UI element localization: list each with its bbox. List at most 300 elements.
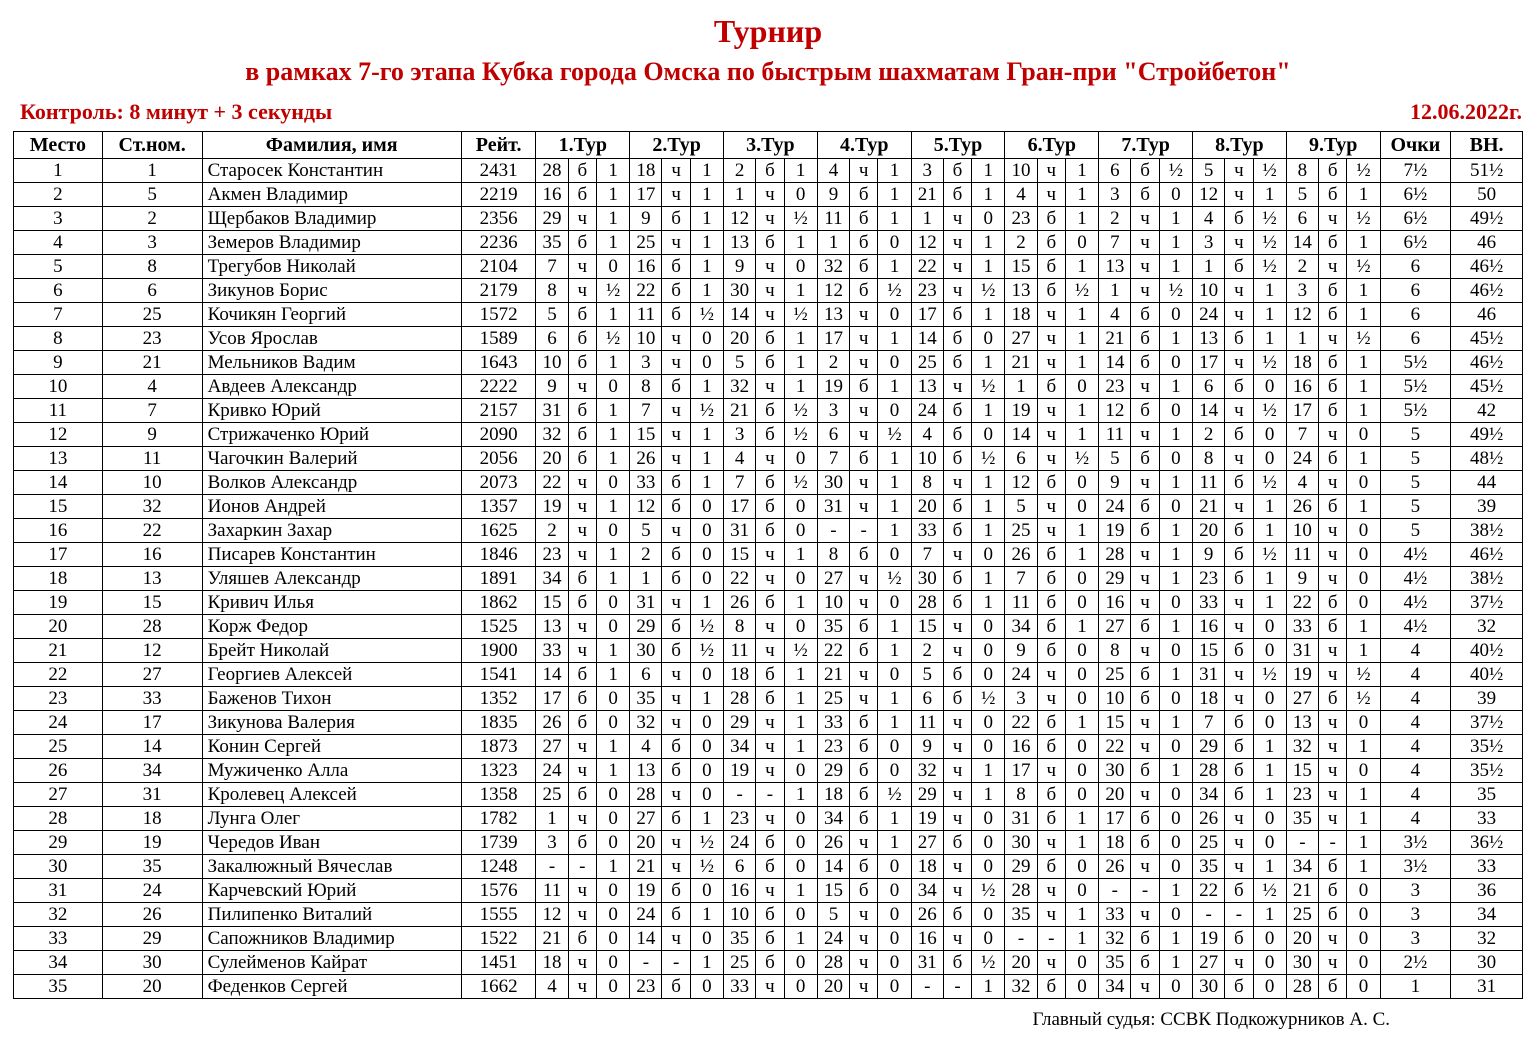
- color-cell: ч: [943, 759, 971, 783]
- color-cell: ч: [662, 927, 690, 951]
- rating-cell: 1248: [461, 855, 536, 879]
- place-cell: 2: [14, 183, 103, 207]
- opponent-cell: 19: [630, 879, 662, 903]
- points-cell: 1: [1380, 975, 1451, 999]
- player-name-cell: Феденков Сергей: [202, 975, 461, 999]
- opponent-cell: 31: [817, 495, 849, 519]
- opponent-cell: 19: [536, 495, 568, 519]
- opponent-cell: 28: [536, 159, 568, 183]
- opponent-cell: 11: [1099, 423, 1131, 447]
- result-cell: 1: [596, 351, 629, 375]
- opponent-cell: 7: [630, 399, 662, 423]
- tiebreak-cell: 32: [1451, 615, 1523, 639]
- result-cell: 0: [784, 807, 817, 831]
- color-cell: ч: [943, 471, 971, 495]
- opponent-cell: 26: [724, 591, 756, 615]
- color-cell: ч: [1319, 519, 1347, 543]
- opponent-cell: 2: [817, 351, 849, 375]
- start-number-cell: 31: [102, 783, 202, 807]
- result-cell: 0: [1253, 951, 1286, 975]
- points-cell: 4: [1380, 735, 1451, 759]
- points-cell: 6: [1380, 255, 1451, 279]
- points-cell: 7½: [1380, 159, 1451, 183]
- result-cell: 1: [784, 687, 817, 711]
- opponent-cell: -: [1286, 831, 1318, 855]
- result-cell: 1: [972, 159, 1005, 183]
- opponent-cell: 13: [1193, 327, 1225, 351]
- col-header-rating: Рейт.: [461, 132, 536, 159]
- opponent-cell: 26: [630, 447, 662, 471]
- result-cell: 0: [878, 351, 911, 375]
- opponent-cell: 30: [724, 279, 756, 303]
- table-body: [14, 159, 1523, 999]
- start-number-cell: 9: [102, 423, 202, 447]
- opponent-cell: 15: [911, 615, 943, 639]
- result-cell: 0: [1159, 183, 1192, 207]
- place-cell: 15: [14, 495, 103, 519]
- result-cell: 1: [1159, 567, 1192, 591]
- rating-cell: 2104: [461, 255, 536, 279]
- color-cell: б: [568, 327, 596, 351]
- result-cell: 1: [1253, 567, 1286, 591]
- result-cell: 1: [1065, 327, 1098, 351]
- color-cell: б: [662, 255, 690, 279]
- result-cell: 1: [784, 231, 817, 255]
- opponent-cell: 25: [1005, 519, 1037, 543]
- color-cell: ч: [568, 375, 596, 399]
- color-cell: б: [662, 303, 690, 327]
- opponent-cell: 9: [1193, 543, 1225, 567]
- result-cell: 1: [1065, 831, 1098, 855]
- opponent-cell: 24: [724, 831, 756, 855]
- color-cell: ч: [1037, 399, 1065, 423]
- result-cell: 1: [690, 903, 723, 927]
- opponent-cell: 2: [1286, 255, 1318, 279]
- color-cell: б: [1319, 615, 1347, 639]
- result-cell: 1: [1159, 927, 1192, 951]
- start-number-cell: 34: [102, 759, 202, 783]
- result-cell: 0: [1159, 831, 1192, 855]
- result-cell: ½: [1253, 471, 1286, 495]
- color-cell: б: [756, 399, 784, 423]
- opponent-cell: 19: [1286, 663, 1318, 687]
- opponent-cell: 30: [1099, 759, 1131, 783]
- points-cell: 4½: [1380, 567, 1451, 591]
- result-cell: 0: [878, 231, 911, 255]
- opponent-cell: 15: [630, 423, 662, 447]
- start-number-cell: 3: [102, 231, 202, 255]
- color-cell: ч: [662, 519, 690, 543]
- points-cell: 6½: [1380, 183, 1451, 207]
- points-cell: 5½: [1380, 375, 1451, 399]
- opponent-cell: 20: [1286, 927, 1318, 951]
- color-cell: б: [1225, 567, 1253, 591]
- opponent-cell: 14: [630, 927, 662, 951]
- opponent-cell: 22: [1005, 711, 1037, 735]
- opponent-cell: 13: [817, 303, 849, 327]
- result-cell: 0: [878, 543, 911, 567]
- player-name-cell: Щербаков Владимир: [202, 207, 461, 231]
- points-cell: 4: [1380, 711, 1451, 735]
- opponent-cell: 3: [536, 831, 568, 855]
- color-cell: -: [943, 975, 971, 999]
- place-cell: 26: [14, 759, 103, 783]
- rating-cell: 1873: [461, 735, 536, 759]
- tiebreak-cell: 42: [1451, 399, 1523, 423]
- opponent-cell: 5: [630, 519, 662, 543]
- result-cell: 1: [1065, 303, 1098, 327]
- start-number-cell: 23: [102, 327, 202, 351]
- result-cell: 1: [1159, 423, 1192, 447]
- result-cell: 1: [1253, 855, 1286, 879]
- table-row: [14, 543, 1523, 567]
- place-cell: 10: [14, 375, 103, 399]
- color-cell: б: [1037, 855, 1065, 879]
- color-cell: ч: [850, 327, 878, 351]
- opponent-cell: 6: [630, 663, 662, 687]
- result-cell: 1: [1065, 423, 1098, 447]
- opponent-cell: 11: [630, 303, 662, 327]
- result-cell: 1: [1253, 903, 1286, 927]
- color-cell: б: [1319, 855, 1347, 879]
- tiebreak-cell: 46: [1451, 303, 1523, 327]
- result-cell: 1: [972, 591, 1005, 615]
- points-cell: 2½: [1380, 951, 1451, 975]
- opponent-cell: 32: [536, 423, 568, 447]
- col-header-round-8: 8.Тур: [1193, 132, 1287, 159]
- result-cell: 1: [878, 255, 911, 279]
- color-cell: б: [943, 327, 971, 351]
- color-cell: ч: [756, 879, 784, 903]
- chief-arbiter: Главный судья: ССВК Подкожурников А. С.: [1032, 1009, 1390, 1030]
- opponent-cell: 13: [911, 375, 943, 399]
- result-cell: 1: [1159, 375, 1192, 399]
- points-cell: 4: [1380, 759, 1451, 783]
- opponent-cell: 17: [1286, 399, 1318, 423]
- player-name-cell: Кочикян Георгий: [202, 303, 461, 327]
- opponent-cell: 2: [1005, 231, 1037, 255]
- opponent-cell: 17: [1099, 807, 1131, 831]
- start-number-cell: 24: [102, 879, 202, 903]
- opponent-cell: 21: [1099, 327, 1131, 351]
- player-name-cell: Ионов Андрей: [202, 495, 461, 519]
- points-cell: 5: [1380, 447, 1451, 471]
- opponent-cell: 8: [630, 375, 662, 399]
- table-row: [14, 447, 1523, 471]
- color-cell: ч: [1225, 231, 1253, 255]
- color-cell: ч: [850, 303, 878, 327]
- tiebreak-cell: 46½: [1451, 279, 1523, 303]
- opponent-cell: 3: [724, 423, 756, 447]
- color-cell: ч: [850, 423, 878, 447]
- color-cell: ч: [568, 207, 596, 231]
- opponent-cell: 33: [1193, 591, 1225, 615]
- result-cell: 0: [972, 807, 1005, 831]
- result-cell: 1: [1253, 591, 1286, 615]
- result-cell: 1: [1159, 327, 1192, 351]
- result-cell: 0: [596, 951, 629, 975]
- opponent-cell: 30: [630, 639, 662, 663]
- color-cell: ч: [1037, 183, 1065, 207]
- result-cell: 0: [784, 951, 817, 975]
- color-cell: ч: [662, 687, 690, 711]
- start-number-cell: 19: [102, 831, 202, 855]
- opponent-cell: 21: [1286, 879, 1318, 903]
- opponent-cell: 27: [1099, 615, 1131, 639]
- result-cell: 0: [784, 495, 817, 519]
- result-cell: ½: [972, 879, 1005, 903]
- table-row: [14, 639, 1523, 663]
- result-cell: 1: [1065, 399, 1098, 423]
- result-cell: 0: [596, 591, 629, 615]
- result-cell: 1: [972, 183, 1005, 207]
- player-name-cell: Акмен Владимир: [202, 183, 461, 207]
- tiebreak-cell: 39: [1451, 687, 1523, 711]
- color-cell: ч: [1131, 279, 1159, 303]
- color-cell: ч: [1037, 663, 1065, 687]
- opponent-cell: 22: [536, 471, 568, 495]
- opponent-cell: 11: [536, 879, 568, 903]
- color-cell: ч: [1131, 735, 1159, 759]
- color-cell: ч: [662, 783, 690, 807]
- tiebreak-cell: 46½: [1451, 255, 1523, 279]
- result-cell: 1: [972, 471, 1005, 495]
- player-name-cell: Кривич Илья: [202, 591, 461, 615]
- opponent-cell: 32: [911, 759, 943, 783]
- opponent-cell: 30: [911, 567, 943, 591]
- result-cell: 0: [596, 975, 629, 999]
- result-cell: 1: [878, 327, 911, 351]
- table-row: [14, 423, 1523, 447]
- opponent-cell: 35: [1286, 807, 1318, 831]
- color-cell: б: [943, 663, 971, 687]
- color-cell: ч: [1037, 327, 1065, 351]
- tiebreak-cell: 31: [1451, 975, 1523, 999]
- result-cell: 0: [784, 255, 817, 279]
- opponent-cell: 18: [1005, 303, 1037, 327]
- color-cell: ч: [1319, 327, 1347, 351]
- result-cell: 0: [1065, 591, 1098, 615]
- result-cell: 1: [1065, 903, 1098, 927]
- result-cell: 0: [596, 927, 629, 951]
- opponent-cell: 4: [817, 159, 849, 183]
- color-cell: ч: [1319, 207, 1347, 231]
- result-cell: 0: [1347, 423, 1380, 447]
- result-cell: 0: [972, 423, 1005, 447]
- result-cell: 1: [972, 255, 1005, 279]
- opponent-cell: -: [1005, 927, 1037, 951]
- place-cell: 18: [14, 567, 103, 591]
- result-cell: 0: [1253, 639, 1286, 663]
- opponent-cell: 14: [1193, 399, 1225, 423]
- player-name-cell: Земеров Владимир: [202, 231, 461, 255]
- opponent-cell: 8: [1193, 447, 1225, 471]
- result-cell: 1: [596, 543, 629, 567]
- result-cell: 1: [1159, 519, 1192, 543]
- color-cell: б: [568, 303, 596, 327]
- color-cell: б: [756, 159, 784, 183]
- start-number-cell: 8: [102, 255, 202, 279]
- color-cell: б: [850, 855, 878, 879]
- opponent-cell: 14: [817, 855, 849, 879]
- color-cell: ч: [850, 687, 878, 711]
- color-cell: ч: [568, 807, 596, 831]
- place-cell: 32: [14, 903, 103, 927]
- color-cell: б: [662, 567, 690, 591]
- opponent-cell: 27: [817, 567, 849, 591]
- result-cell: 1: [1253, 783, 1286, 807]
- rating-cell: 1662: [461, 975, 536, 999]
- col-header-round-5: 5.Тур: [911, 132, 1005, 159]
- result-cell: 0: [972, 207, 1005, 231]
- opponent-cell: 34: [1005, 615, 1037, 639]
- color-cell: ч: [1131, 567, 1159, 591]
- opponent-cell: 11: [1005, 591, 1037, 615]
- result-cell: 1: [1347, 831, 1380, 855]
- table-row: [14, 687, 1523, 711]
- color-cell: ч: [662, 183, 690, 207]
- color-cell: б: [662, 279, 690, 303]
- opponent-cell: 14: [724, 303, 756, 327]
- opponent-cell: 10: [1099, 687, 1131, 711]
- color-cell: б: [568, 567, 596, 591]
- color-cell: ч: [1131, 711, 1159, 735]
- table-row: [14, 783, 1523, 807]
- color-cell: ч: [756, 543, 784, 567]
- result-cell: 1: [596, 183, 629, 207]
- opponent-cell: 7: [1099, 231, 1131, 255]
- opponent-cell: 31: [1193, 663, 1225, 687]
- opponent-cell: 10: [1193, 279, 1225, 303]
- points-cell: 3½: [1380, 855, 1451, 879]
- tiebreak-cell: 35½: [1451, 759, 1523, 783]
- opponent-cell: 28: [1193, 759, 1225, 783]
- place-cell: 16: [14, 519, 103, 543]
- place-cell: 7: [14, 303, 103, 327]
- opponent-cell: 9: [1286, 567, 1318, 591]
- color-cell: -: [1131, 879, 1159, 903]
- tiebreak-cell: 33: [1451, 855, 1523, 879]
- result-cell: 0: [690, 519, 723, 543]
- start-number-cell: 11: [102, 447, 202, 471]
- opponent-cell: 9: [817, 183, 849, 207]
- result-cell: 1: [1253, 735, 1286, 759]
- player-name-cell: Писарев Константин: [202, 543, 461, 567]
- color-cell: ч: [662, 327, 690, 351]
- start-number-cell: 27: [102, 663, 202, 687]
- color-cell: б: [850, 207, 878, 231]
- opponent-cell: 29: [630, 615, 662, 639]
- table-row: [14, 855, 1523, 879]
- opponent-cell: 33: [1099, 903, 1131, 927]
- color-cell: б: [1319, 399, 1347, 423]
- color-cell: б: [943, 159, 971, 183]
- place-cell: 25: [14, 735, 103, 759]
- opponent-cell: 21: [630, 855, 662, 879]
- result-cell: 1: [596, 423, 629, 447]
- color-cell: ч: [850, 159, 878, 183]
- color-cell: ч: [850, 831, 878, 855]
- color-cell: ч: [756, 447, 784, 471]
- col-header-round-9: 9.Тур: [1286, 132, 1380, 159]
- result-cell: 0: [690, 735, 723, 759]
- rating-cell: 1862: [461, 591, 536, 615]
- color-cell: б: [1037, 279, 1065, 303]
- opponent-cell: 6: [724, 855, 756, 879]
- opponent-cell: 3: [1286, 279, 1318, 303]
- result-cell: 0: [878, 903, 911, 927]
- result-cell: 0: [1065, 639, 1098, 663]
- color-cell: ч: [943, 711, 971, 735]
- color-cell: б: [943, 495, 971, 519]
- opponent-cell: 13: [630, 759, 662, 783]
- color-cell: ч: [662, 231, 690, 255]
- start-number-cell: 35: [102, 855, 202, 879]
- opponent-cell: 22: [1099, 735, 1131, 759]
- player-name-cell: Сулейменов Кайрат: [202, 951, 461, 975]
- color-cell: ч: [1225, 951, 1253, 975]
- table-row: [14, 831, 1523, 855]
- opponent-cell: 17: [1005, 759, 1037, 783]
- opponent-cell: 19: [1193, 927, 1225, 951]
- opponent-cell: 24: [1286, 447, 1318, 471]
- opponent-cell: 34: [724, 735, 756, 759]
- result-cell: ½: [784, 399, 817, 423]
- opponent-cell: 25: [1099, 663, 1131, 687]
- start-number-cell: 17: [102, 711, 202, 735]
- opponent-cell: 4: [1005, 183, 1037, 207]
- result-cell: 0: [1159, 303, 1192, 327]
- tiebreak-cell: 32: [1451, 927, 1523, 951]
- result-cell: 0: [596, 471, 629, 495]
- result-cell: 0: [784, 855, 817, 879]
- result-cell: 1: [1347, 279, 1380, 303]
- result-cell: ½: [1347, 207, 1380, 231]
- result-cell: 1: [1347, 183, 1380, 207]
- color-cell: б: [943, 831, 971, 855]
- opponent-cell: 17: [911, 303, 943, 327]
- player-name-cell: Корж Федор: [202, 615, 461, 639]
- color-cell: ч: [1131, 255, 1159, 279]
- opponent-cell: 31: [536, 399, 568, 423]
- points-cell: 5: [1380, 519, 1451, 543]
- color-cell: б: [662, 879, 690, 903]
- color-cell: б: [756, 663, 784, 687]
- result-cell: 1: [1347, 639, 1380, 663]
- opponent-cell: 3: [817, 399, 849, 423]
- color-cell: ч: [568, 543, 596, 567]
- result-cell: 1: [784, 327, 817, 351]
- opponent-cell: 7: [911, 543, 943, 567]
- result-cell: 0: [972, 615, 1005, 639]
- start-number-cell: 6: [102, 279, 202, 303]
- color-cell: ч: [756, 183, 784, 207]
- result-cell: ½: [784, 207, 817, 231]
- opponent-cell: 19: [724, 759, 756, 783]
- color-cell: б: [1225, 543, 1253, 567]
- opponent-cell: 29: [724, 711, 756, 735]
- color-cell: ч: [1131, 975, 1159, 999]
- color-cell: б: [850, 543, 878, 567]
- result-cell: 1: [690, 951, 723, 975]
- place-cell: 34: [14, 951, 103, 975]
- place-cell: 8: [14, 327, 103, 351]
- opponent-cell: 13: [1286, 711, 1318, 735]
- result-cell: 0: [690, 543, 723, 567]
- result-cell: 1: [596, 735, 629, 759]
- result-cell: ½: [878, 423, 911, 447]
- color-cell: ч: [850, 471, 878, 495]
